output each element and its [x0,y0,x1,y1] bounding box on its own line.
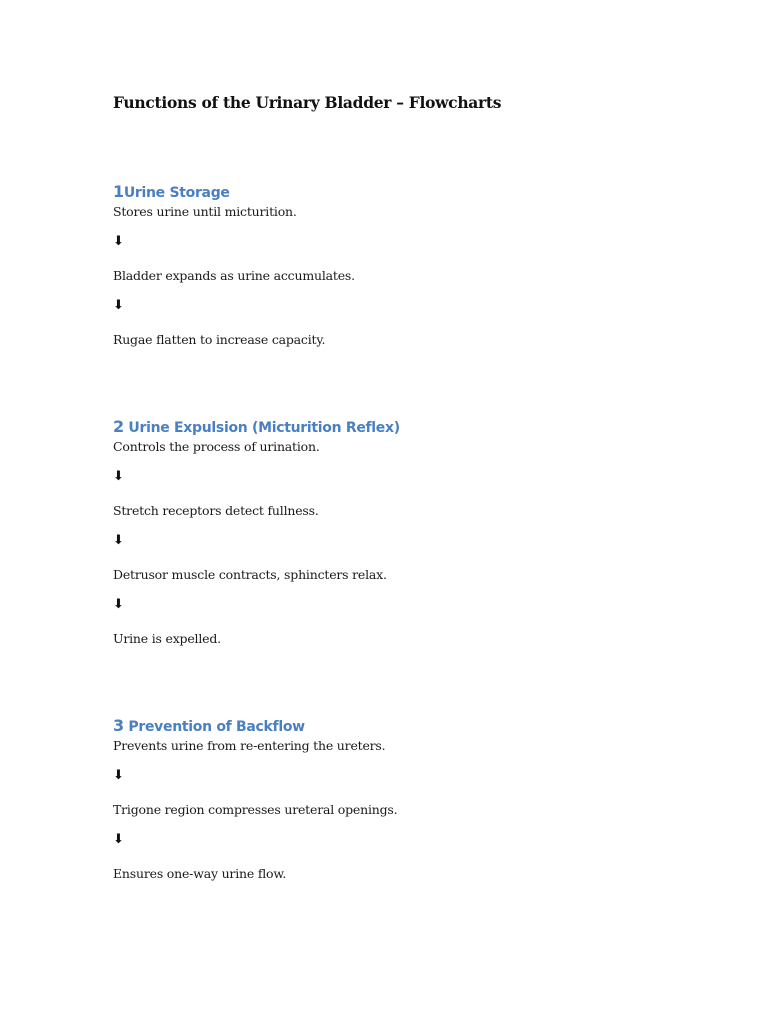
down-arrow-icon: ⬇ [113,298,124,313]
section-heading-text: Prevention of Backflow [123,719,305,735]
down-arrow-icon: ⬇ [113,597,124,612]
down-arrow-icon: ⬇ [113,234,124,249]
down-arrow-icon: ⬇ [113,533,124,548]
section-heading [113,416,713,438]
flow-step: Stores urine until micturition. [113,204,297,219]
page-title: Functions of the Urinary Bladder – Flowcharts [113,93,502,112]
down-arrow-icon: ⬇ [113,469,124,484]
flow-step: Controls the process of urination. [113,439,320,454]
section-number: 2 [113,417,124,436]
flow-step: Bladder expands as urine accumulates. [113,268,355,283]
section-prevention-of-backflow [113,715,713,883]
down-arrow-icon: ⬇ [113,768,124,783]
section-urine-expulsion [113,416,713,648]
section-heading-text: Urine Expulsion (Micturition Reflex) [123,420,400,436]
section-heading [113,181,713,203]
flow-step: Urine is expelled. [113,631,221,646]
flow-step: Detrusor muscle contracts, sphincters relax. [113,567,387,582]
section-number: 3 [113,716,124,735]
flow-step: Ensures one-way urine flow. [113,866,287,881]
section-urine-storage [113,181,713,349]
section-number: 1 [113,182,124,201]
section-heading [113,715,713,737]
flow-step: Rugae flatten to increase capacity. [113,332,326,347]
down-arrow-icon: ⬇ [113,832,124,847]
flow-step: Stretch receptors detect fullness. [113,503,319,518]
flow-step: Trigone region compresses ureteral openings. [113,802,398,817]
flow-step: Prevents urine from re-entering the ureters. [113,738,386,753]
section-heading-text: Urine Storage [123,185,230,201]
